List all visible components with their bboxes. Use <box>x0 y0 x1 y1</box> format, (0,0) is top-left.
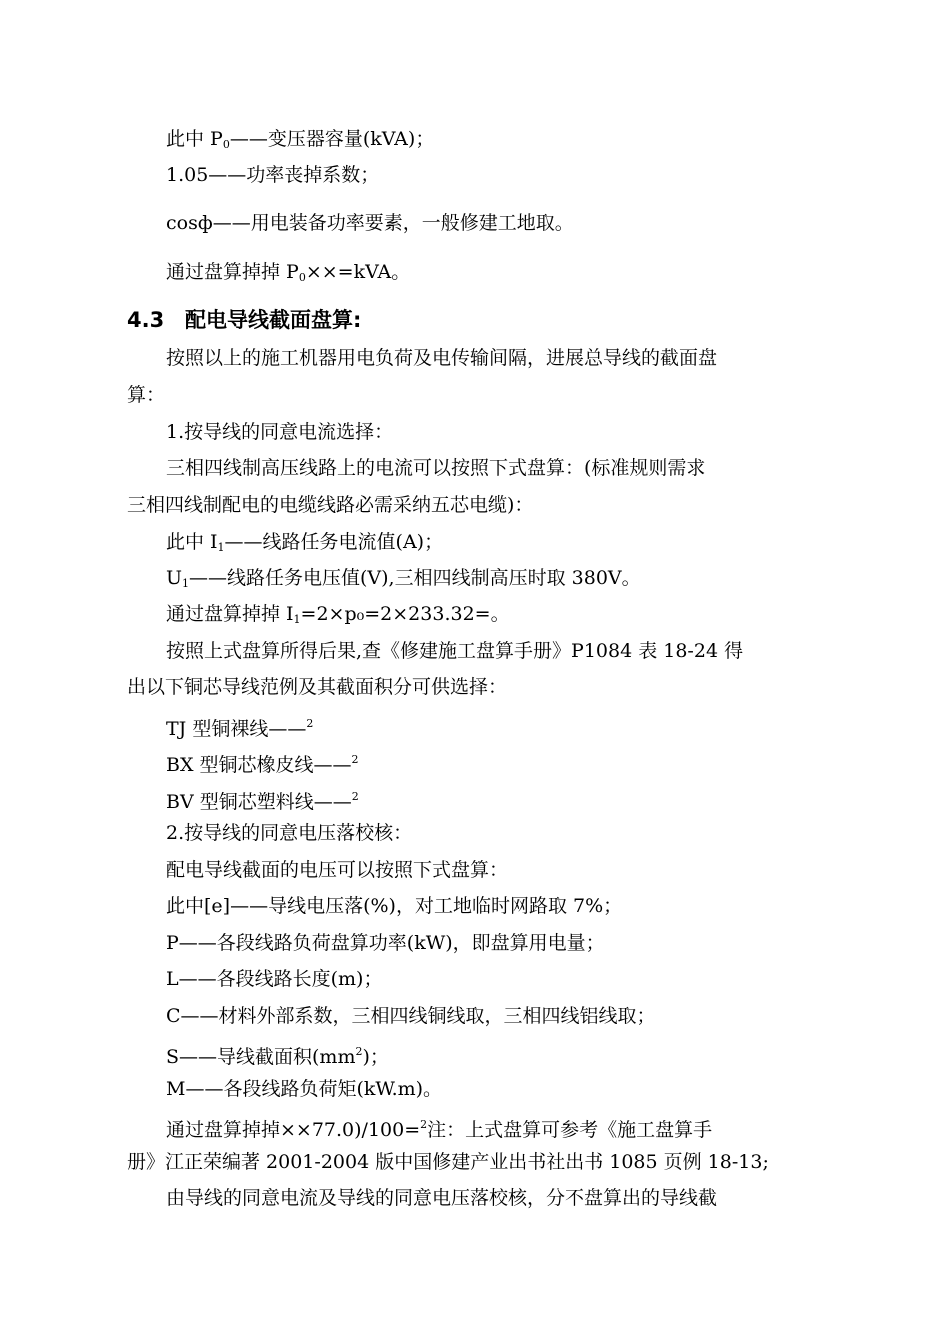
text-line: 通过盘算掉掉××77.0)/100=$^2$注：上式盘算可参考《施工盘算手 <box>166 1118 713 1141</box>
text-line: M——各段线路负荷矩(kW.m)。 <box>166 1078 443 1100</box>
text-line: 此中 $P_0——$变压器容量(kVA)； <box>166 128 435 151</box>
text-line: C——材料外部系数，三相四线铜线取，三相四线铝线取； <box>166 1005 656 1027</box>
section-number: 4.3 <box>127 308 165 332</box>
text-line: BV 型铜芯塑料线——$^2$ <box>166 790 359 813</box>
text-line: 此中 $I_1——$线路任务电流值(A)； <box>166 531 444 554</box>
text-line: 由导线的同意电流及导线的同意电压落校核，分不盘算出的导线截 <box>166 1187 718 1209</box>
section-heading <box>127 305 361 335</box>
text-line: 配电导线截面的电压可以按照下式盘算： <box>166 859 509 881</box>
text-line: 三相四线制配电的电缆线路必需采纳五芯电缆)： <box>127 494 534 516</box>
text-line: S——导线截面积$(mm^2)$； <box>166 1045 389 1068</box>
text-line: 通过盘算掉掉 $I_1=2\times p_0=2\times 233.32=$。 <box>166 603 510 626</box>
text-line: TJ 型铜裸线——$^2$ <box>166 717 314 740</box>
text-line: 通过盘算掉掉 $P_0\times\times=kVA$。 <box>166 261 411 284</box>
text-line: 1.按导线的同意电流选择： <box>166 421 394 443</box>
section-title: 配电导线截面盘算: <box>185 308 362 332</box>
text-line: BX 型铜芯橡皮线——$^2$ <box>166 753 359 776</box>
text-line: 算： <box>127 384 166 406</box>
text-line: 三相四线制高压线路上的电流可以按照下式盘算：(标准规则需求 <box>166 457 706 479</box>
text-line: 2.按导线的同意电压落校核： <box>166 822 413 844</box>
text-line: 此中[e]——导线电压落(%)，对工地临时网路取 7%； <box>166 895 623 917</box>
text-line: $U_1——$线路任务电压值(V),三相四线制高压时取 380V。 <box>166 567 641 590</box>
text-line: 按照上式盘算所得后果,查《修建施工盘算手册》P1084 表 18-24 得 <box>166 640 744 662</box>
text-line: 册》江正荣编著 2001-2004 版中国修建产业出书社出书 1085 页例 18-13; <box>127 1151 769 1173</box>
text-line: P——各段线路负荷盘算功率(kW)，即盘算用电量； <box>166 932 605 954</box>
text-line: 出以下铜芯导线范例及其截面积分可供选择： <box>127 676 508 698</box>
text-line: cosф——用电装备功率要素，一般修建工地取。 <box>166 212 574 234</box>
text-line: 按照以上的施工机器用电负荷及电传输间隔，进展总导线的截面盘 <box>166 347 718 369</box>
text-line: 1.05——功率丧掉系数； <box>166 164 380 186</box>
text-line: L——各段线路长度(m)； <box>166 968 383 990</box>
